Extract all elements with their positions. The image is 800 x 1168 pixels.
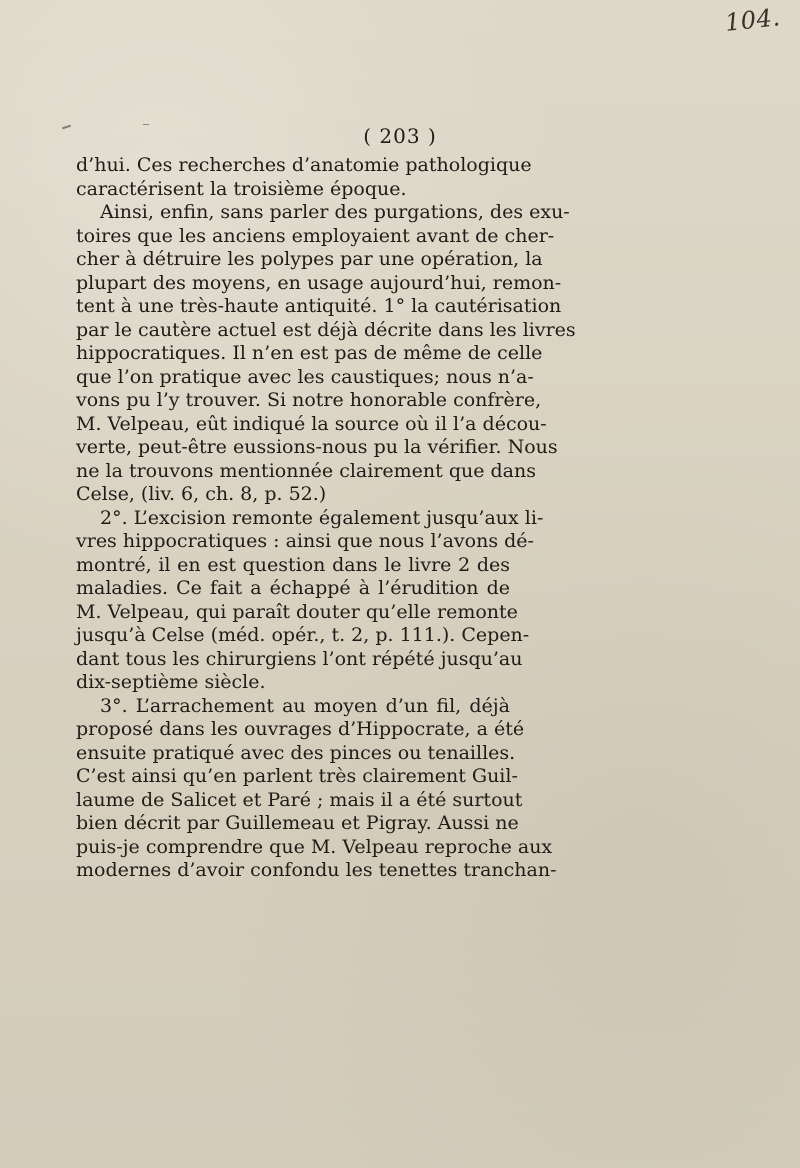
text-line-29: bien décrit par Guillemeau et Pigray. Aussi ne	[76, 812, 519, 834]
text-line-2: caractérisent la troisième époque.	[76, 177, 407, 200]
text-line-10: que l’on pratique avec les caustiques; nous n’a-	[76, 365, 534, 388]
text-line-18: montré, il en est question dans le livre 2 des	[76, 553, 510, 576]
text-line-23: dix-septième siècle.	[76, 671, 266, 693]
page-number: ( 203 )	[363, 124, 437, 148]
text-line-12: M. Velpeau, eût indiqué la source où il l’a décou-	[76, 412, 547, 435]
text-line-7: tent à une très-haute antiquité. 1° la cautérisation	[76, 295, 562, 317]
body-text	[76, 154, 576, 883]
text-line-5: cher à détruire les polypes par une opération, la	[76, 248, 543, 270]
text-line-14: ne la trouvons mentionnée clairement que dans	[76, 459, 536, 482]
text-line-28: laume de Salicet et Paré ; mais il a été surtout	[76, 788, 523, 811]
text-line-21: jusqu’à Celse (méd. opér., t. 2, p. 111.). Cepen-	[76, 624, 530, 646]
text-line-13: verte, peut-être eussions-nous pu la vérifier. Nous	[76, 436, 558, 458]
text-line-24: 3°. L’arrachement au moyen d’un fil, déjà	[100, 694, 510, 717]
text-line-20: M. Velpeau, qui paraît douter qu’elle remonte	[76, 600, 518, 623]
text-line-31: modernes d’avoir confondu les tenettes tranchan-	[76, 859, 557, 881]
text-line-3: Ainsi, enfin, sans parler des purgations, des exu-	[100, 201, 570, 223]
text-line-25: proposé dans les ouvrages d’Hippocrate, a été	[76, 718, 525, 740]
text-line-30: puis-je comprendre que M. Velpeau reproche aux	[76, 835, 553, 858]
folio-mark: 104.	[723, 3, 782, 37]
text-line-4: toires que les anciens employaient avant de cher-	[76, 224, 555, 247]
text-line-9: hippocratiques. Il n’en est pas de même de celle	[76, 342, 543, 364]
text-line-27: C’est ainsi qu’en parlent très clairement Guil-	[76, 765, 518, 787]
text-line-11: vons pu l’y trouver. Si notre honorable confrère,	[76, 389, 542, 411]
text-line-8: par le cautère actuel est déjà décrite dans les livres	[76, 318, 576, 341]
text-line-19: maladies. Ce fait a échappé à l’érudition de	[76, 577, 510, 599]
text-line-1: d’hui. Ces recherches d’anatomie pathologique	[76, 154, 532, 176]
text-line-22: dant tous les chirurgiens l’ont répété jusqu’au	[76, 647, 523, 670]
text-line-16: 2°. L’excision remonte également jusqu’aux li-	[100, 506, 544, 529]
text-line-15: Celse, (liv. 6, ch. 8, p. 52.)	[76, 483, 327, 505]
text-line-6: plupart des moyens, en usage aujourd’hui, remon-	[76, 271, 562, 294]
text-line-17: vres hippocratiques : ainsi que nous l’avons dé-	[76, 530, 534, 552]
text-line-26: ensuite pratiqué avec des pinces ou tenailles.	[76, 741, 516, 764]
